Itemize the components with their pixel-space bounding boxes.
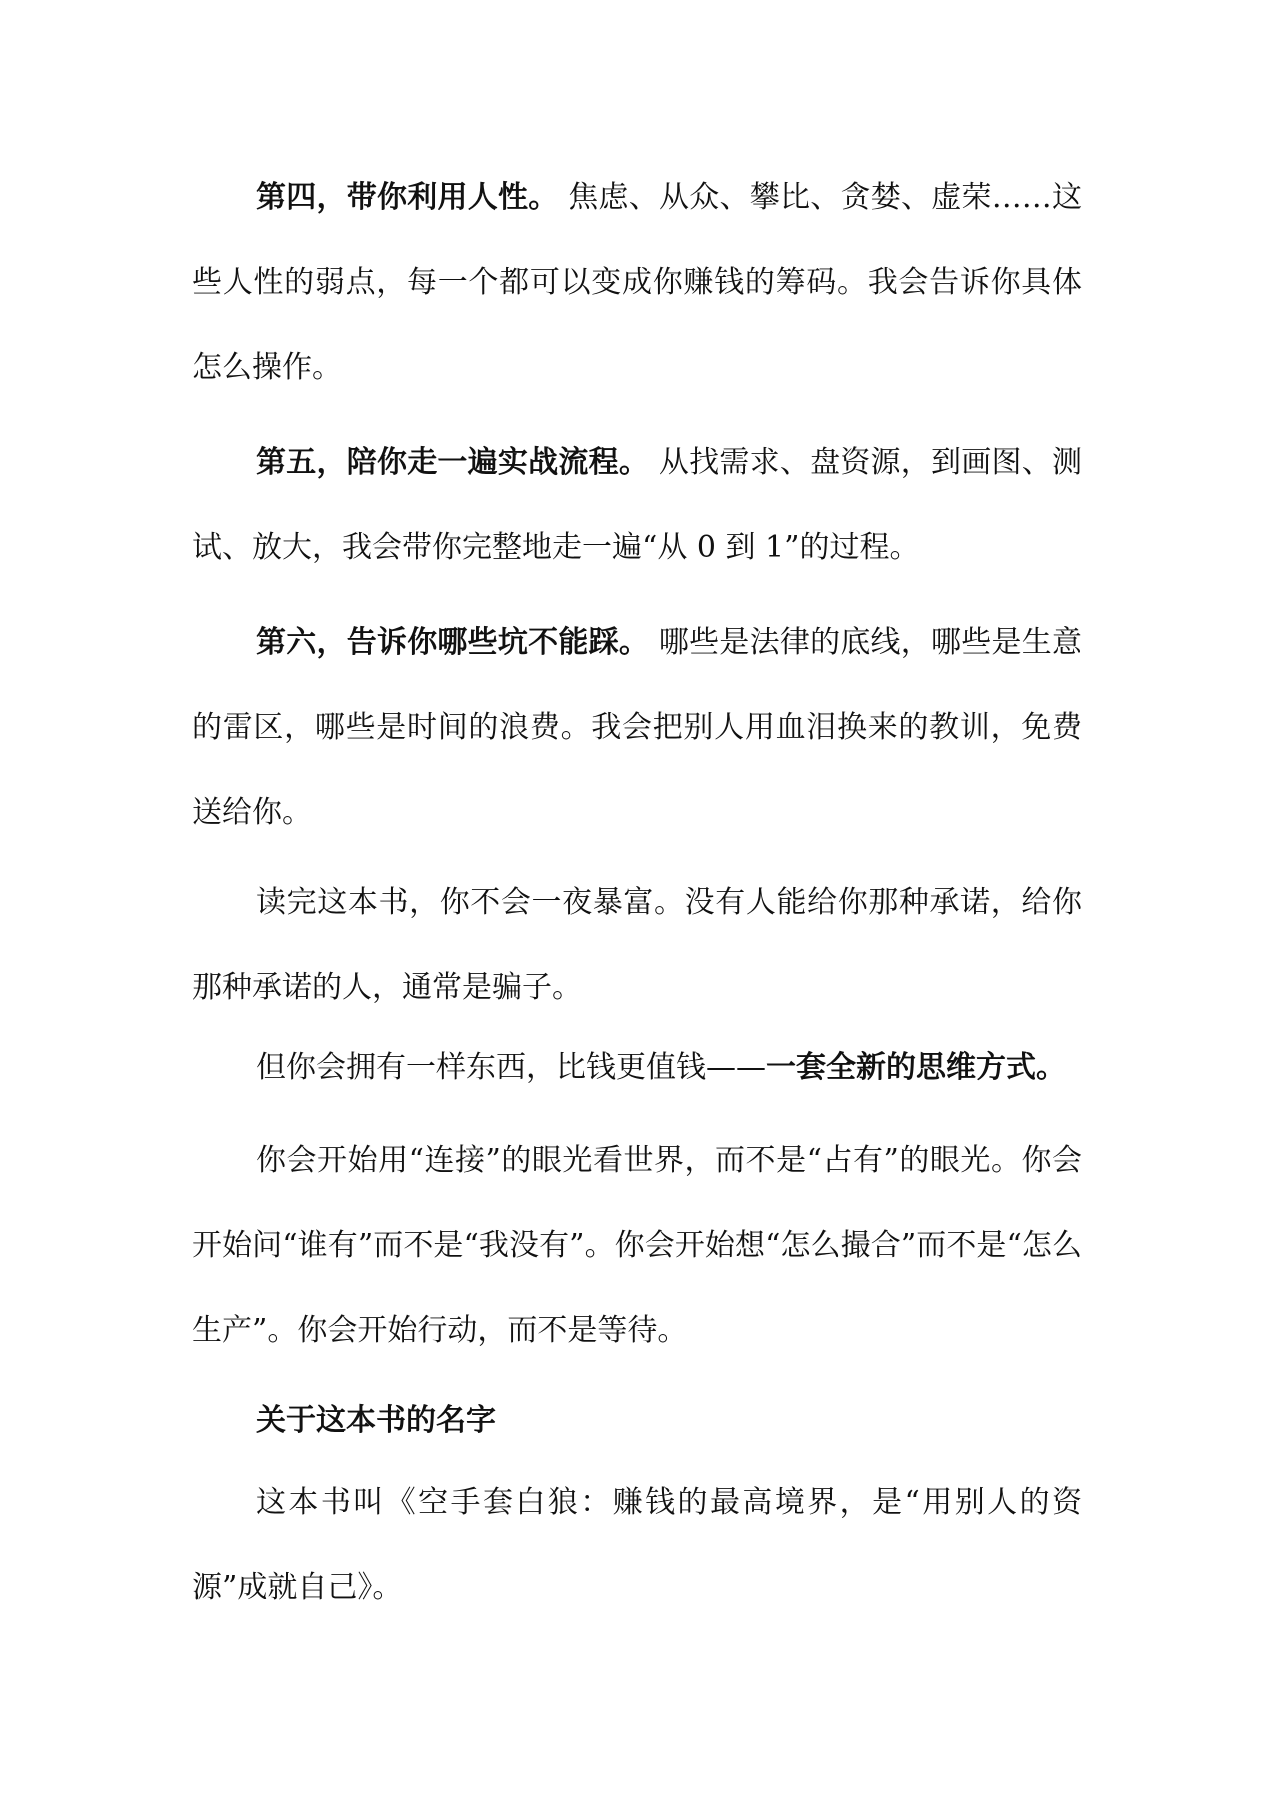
paragraph-body: 但你会拥有一样东西，比钱更值钱—— bbox=[256, 1050, 766, 1085]
paragraph-body: 读完这本书，你不会一夜暴富。没有人能给你那种承诺，给你那种承诺的人，通常是骗子。 bbox=[192, 885, 1082, 1005]
section-heading: 关于这本书的名字 bbox=[256, 1403, 496, 1438]
paragraph-body: 你会开始用“连接”的眼光看世界，而不是“占有”的眼光。你会开始问“谁有”而不是“我没有”。你会开始想“怎么撮合”而不是“怎么生产”。你会开始行动，而不是等待。 bbox=[192, 1143, 1082, 1348]
paragraph-no-overnight-riches bbox=[192, 860, 1082, 1030]
paragraph-sixth-point bbox=[192, 600, 1082, 855]
paragraph-fourth-point bbox=[192, 155, 1082, 410]
paragraph-body: 焦虑、从众、攀比、贪婪、虚荣……这些人性的弱点，每一个都可以变成你赚钱的筹码。我会告诉你具体怎么操作。 bbox=[192, 180, 1082, 385]
paragraph-fifth-point bbox=[192, 420, 1082, 590]
paragraph-book-title bbox=[192, 1460, 1082, 1630]
paragraph-body: 这本书叫《空手套白狼：赚钱的最高境界，是“用别人的资源”成就自己》。 bbox=[192, 1485, 1082, 1605]
paragraph-connection-view bbox=[192, 1118, 1082, 1373]
paragraph-emphasis: 一套全新的思维方式。 bbox=[766, 1050, 1066, 1085]
paragraph-new-mindset bbox=[192, 1025, 1082, 1110]
paragraph-lead: 第四，带你利用人性。 bbox=[256, 180, 559, 215]
paragraph-body: 哪些是法律的底线，哪些是生意的雷区，哪些是时间的浪费。我会把别人用血泪换来的教训，免费送给你。 bbox=[192, 625, 1082, 830]
paragraph-lead: 第五，陪你走一遍实战流程。 bbox=[256, 445, 650, 480]
paragraph-body: 从找需求、盘资源，到画图、测试、放大，我会带你完整地走一遍“从 0 到 1”的过程。 bbox=[192, 445, 1082, 565]
paragraph-lead: 第六，告诉你哪些坑不能踩。 bbox=[256, 625, 650, 660]
